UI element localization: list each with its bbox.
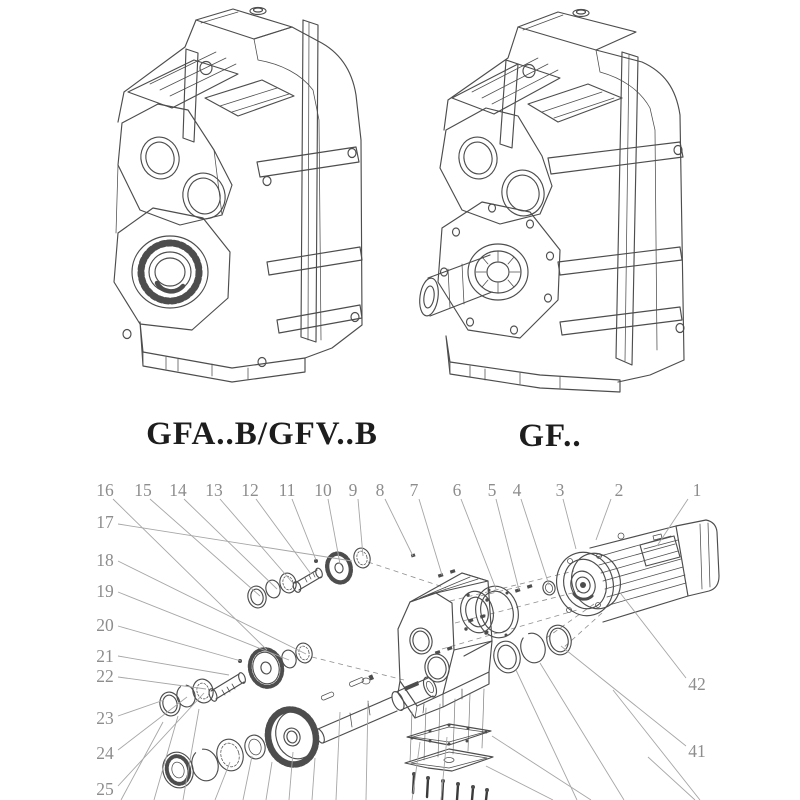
- callout-number-19: 19: [96, 581, 114, 602]
- part-motor: [549, 520, 719, 623]
- figure-caption-left: GFA..B/GFV..B: [146, 416, 378, 452]
- callout-number-6: 6: [452, 480, 462, 501]
- callout-number-11: 11: [278, 480, 296, 501]
- cutoff-leader-line-3: [492, 736, 591, 800]
- gearbox-drawing-left: [0, 0, 410, 412]
- leader-line-21: [118, 656, 229, 675]
- callout-number-41: 41: [688, 741, 706, 762]
- leader-line-41: [561, 646, 686, 746]
- leader-line-15: [150, 499, 260, 596]
- callout-number-10: 10: [314, 480, 332, 501]
- cutoff-leader-line-15: [336, 712, 340, 800]
- callout-number-13: 13: [205, 480, 223, 501]
- cutoff-leader-line-13: [289, 752, 293, 800]
- cutoff-leader-line-12: [266, 762, 272, 800]
- callout-number-3: 3: [555, 480, 565, 501]
- callout-number-9: 9: [348, 480, 358, 501]
- leader-line-12: [256, 499, 311, 574]
- leader-line-3: [563, 499, 576, 549]
- callout-number-23: 23: [96, 708, 114, 729]
- callout-number-16: 16: [96, 480, 114, 501]
- part-output-seal-rings: [490, 622, 574, 675]
- cutoff-leader-line-11: [243, 756, 252, 800]
- cutoff-leader-line-1: [540, 663, 624, 800]
- cutoff-leader-line-5: [486, 766, 553, 800]
- callout-number-21: 21: [96, 646, 114, 667]
- callout-number-4: 4: [512, 480, 522, 501]
- callout-number-25: 25: [96, 779, 114, 800]
- part-input-shaft-assembly: [245, 546, 372, 610]
- leader-line-2: [596, 499, 611, 540]
- callout-number-20: 20: [96, 615, 114, 636]
- cutoff-leader-line-18: [441, 737, 447, 800]
- leader-line-4: [521, 499, 549, 585]
- callout-number-22: 22: [96, 666, 114, 687]
- assembly-axis-dashed-lines: [312, 562, 602, 680]
- cutoff-leader-line-4: [613, 690, 700, 800]
- leader-line-16: [113, 499, 267, 650]
- callout-number-1: 1: [692, 480, 702, 501]
- leader-line-20: [118, 626, 241, 661]
- leader-line-6: [461, 499, 496, 589]
- gearbox-drawing-right: [400, 0, 800, 412]
- leader-line-1: [657, 499, 688, 546]
- callout-number-8: 8: [375, 480, 385, 501]
- cutoff-leader-line-14: [312, 758, 315, 800]
- leader-line-19: [118, 592, 289, 660]
- leader-line-7: [419, 499, 442, 575]
- leader-line-17: [118, 524, 352, 561]
- callout-number-42: 42: [688, 674, 706, 695]
- callout-number-15: 15: [134, 480, 152, 501]
- callout-number-14: 14: [169, 480, 187, 501]
- cutoff-leader-line-2: [516, 670, 577, 800]
- figure-caption-right: GF..: [518, 418, 582, 454]
- callout-layer: [96, 480, 706, 800]
- leader-line-18: [118, 561, 306, 654]
- gearbox-left-line-art: [114, 8, 362, 383]
- part-mounting-bolts: [411, 553, 557, 654]
- part-gear-housing: [398, 573, 498, 718]
- leader-line-14: [184, 499, 277, 589]
- leader-line-8: [385, 499, 413, 556]
- callout-number-18: 18: [96, 550, 114, 571]
- leader-line-22: [118, 677, 206, 689]
- callout-number-7: 7: [409, 480, 419, 501]
- callout-number-12: 12: [241, 480, 259, 501]
- leader-line-13: [220, 499, 292, 582]
- cutoff-leader-line-16: [366, 702, 368, 800]
- cutoff-leader-line-9: [183, 709, 199, 800]
- callout-number-2: 2: [614, 480, 624, 501]
- leader-line-11: [292, 499, 316, 560]
- callout-number-17: 17: [96, 512, 114, 533]
- cutoff-leader-line-17: [412, 742, 420, 800]
- leader-line-5: [496, 499, 519, 590]
- cover-bolts: [412, 772, 489, 800]
- leader-line-23: [118, 700, 164, 716]
- gearbox-right-line-art: [417, 10, 684, 393]
- callout-number-5: 5: [487, 480, 497, 501]
- leader-line-9: [358, 499, 363, 556]
- callout-number-24: 24: [96, 743, 114, 764]
- cutoff-leader-line-7: [121, 722, 163, 800]
- part-output-shaft-assembly: [159, 674, 439, 791]
- exploded-view-diagram: [0, 465, 800, 800]
